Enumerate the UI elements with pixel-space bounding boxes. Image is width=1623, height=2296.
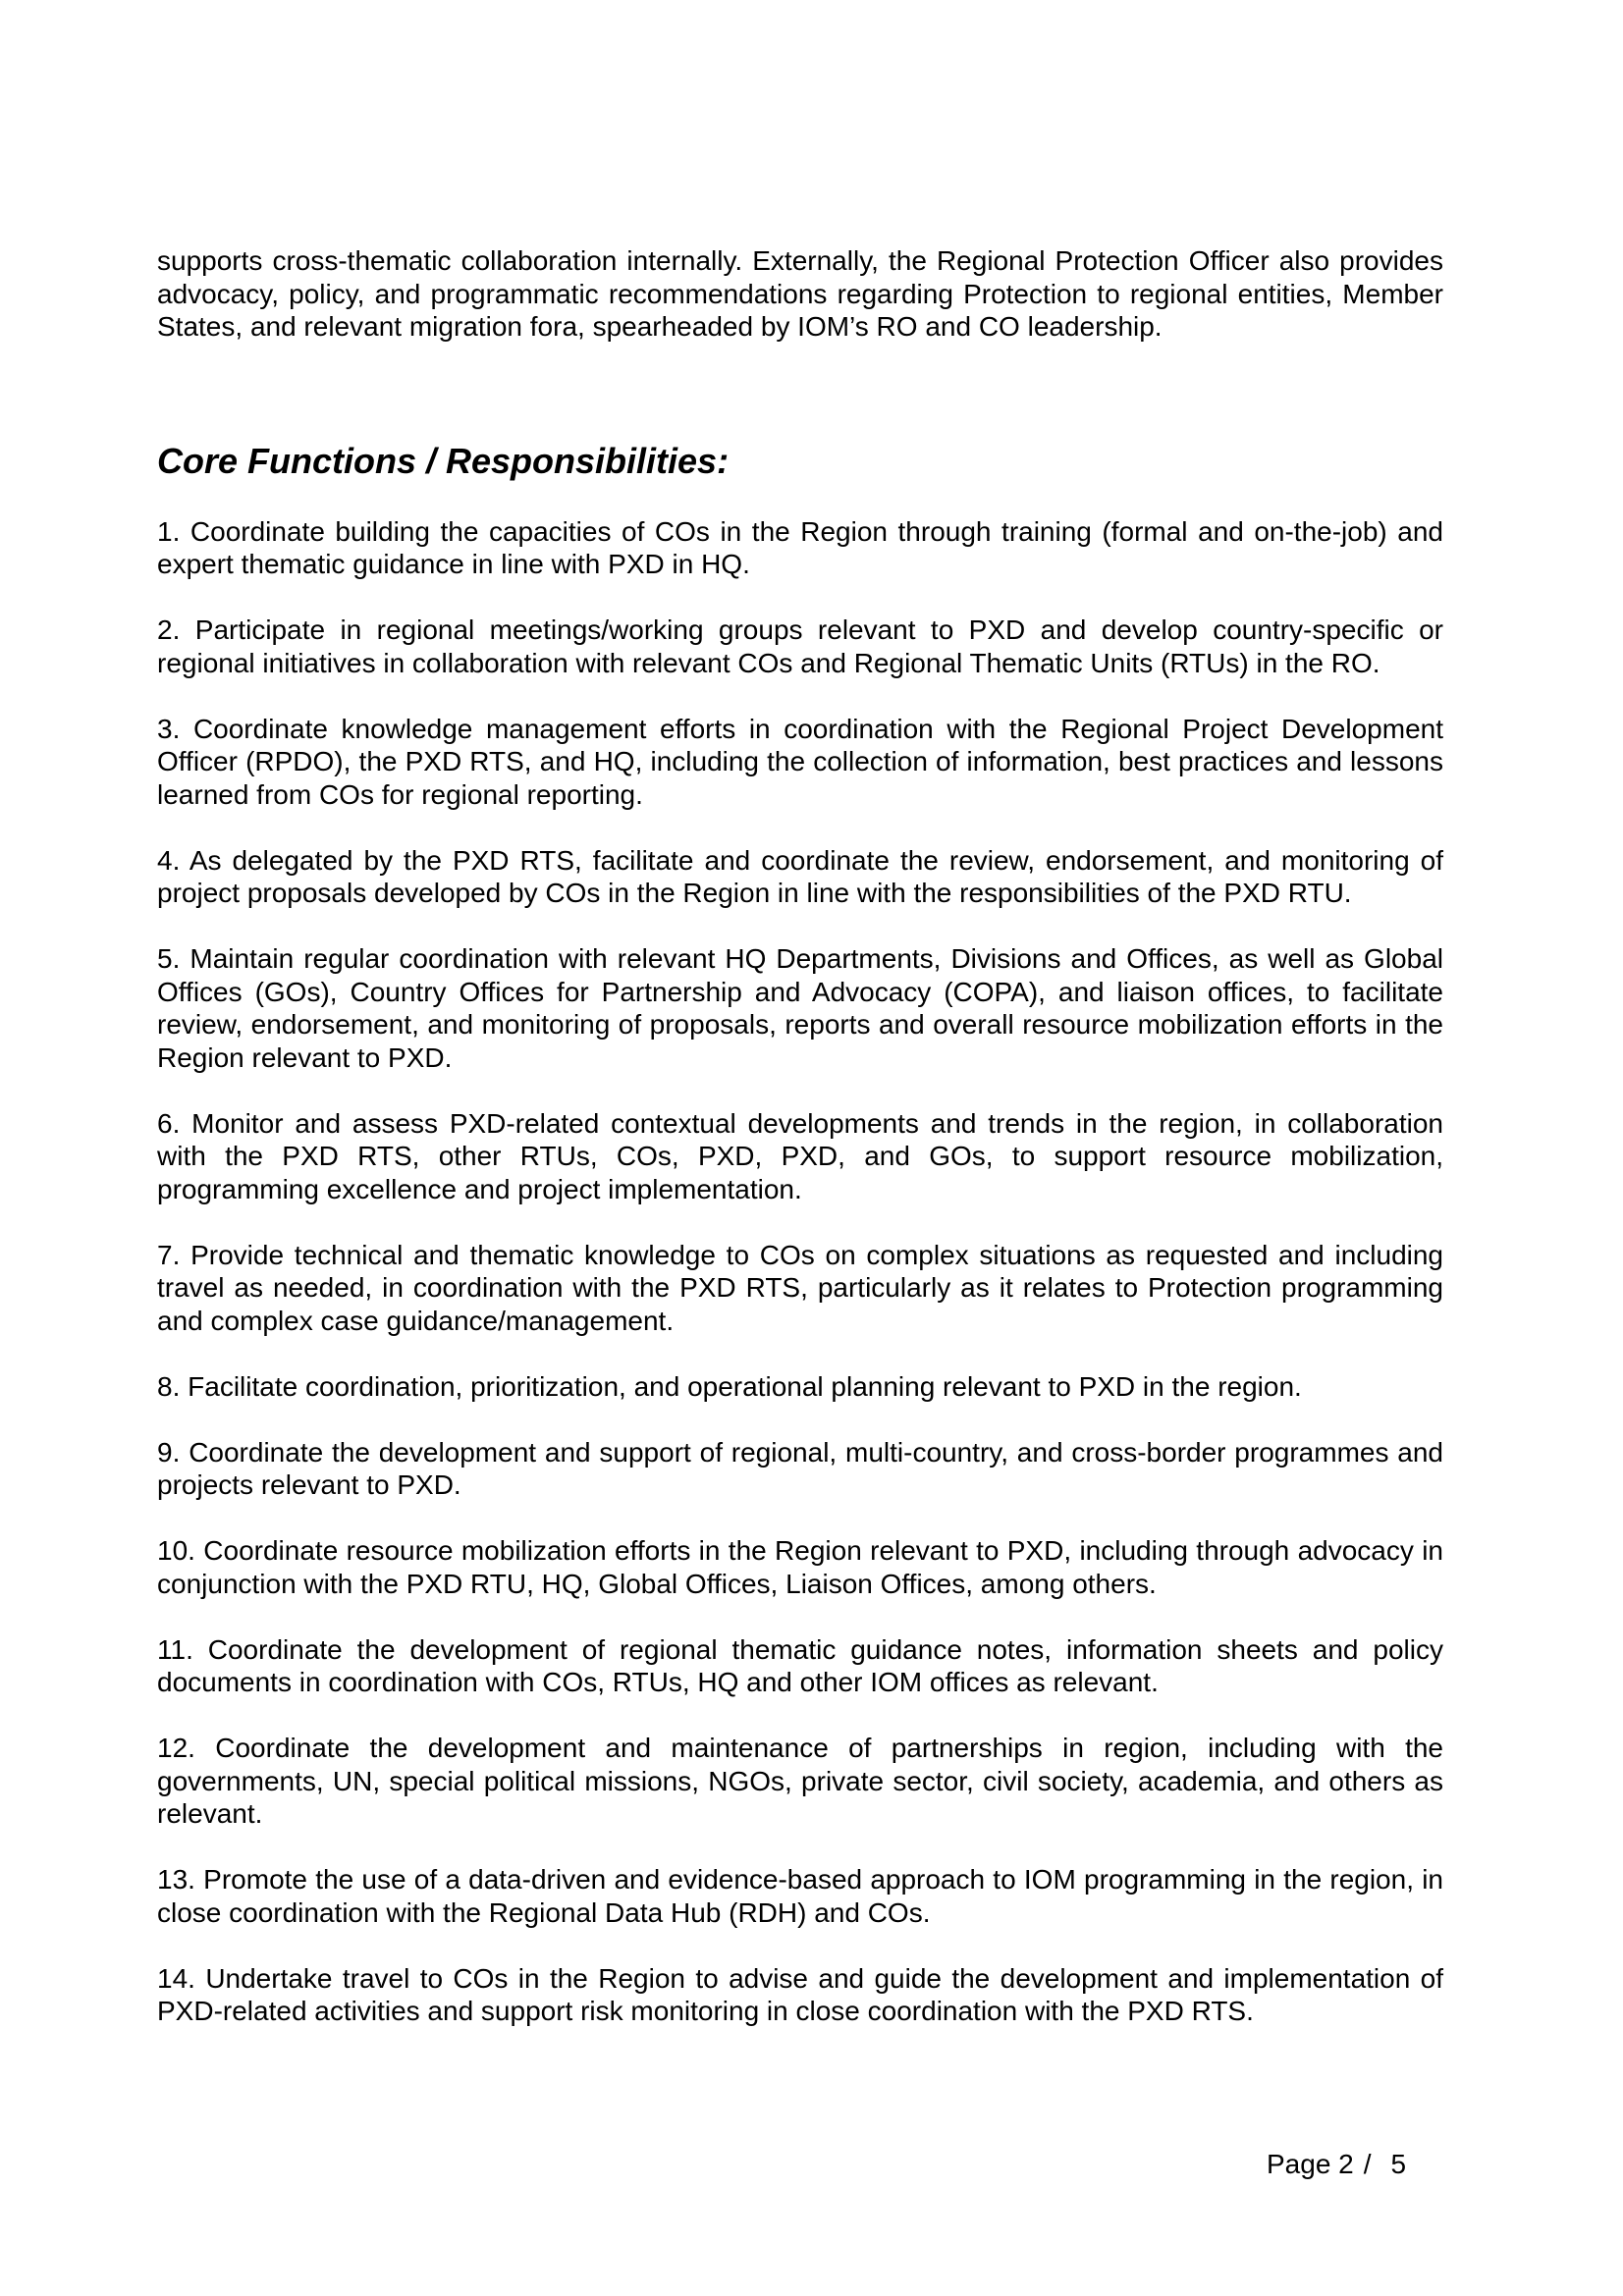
list-item [157, 1962, 1443, 2028]
item-number: 10. [157, 1535, 195, 1566]
page-label: Page 2 [1267, 2149, 1354, 2179]
item-text: Facilitate coordination, prioritization, and operational planning relevant to PXD in the region. [188, 1370, 1302, 1402]
item-text: Coordinate building the capacities of COs in the Region through training (formal and on-the-job) and expert thematic guidance in line with PXD in HQ. [157, 515, 1443, 579]
item-number: 11. [157, 1633, 193, 1665]
item-number: 2. [157, 614, 181, 645]
item-text: Monitor and assess PXD-related contextual developments and trends in the region, in collaboration with the PXD RTS, other RTUs, COs, PXD, PXD, and GOs, to support resource mobilization, programming excellence and project implementation. [157, 1107, 1443, 1204]
list-item [157, 844, 1443, 910]
item-number: 13. [157, 1864, 195, 1895]
list-item [157, 1534, 1443, 1600]
item-text: Promote the use of a data-driven and evidence-based approach to IOM programming in the region, in close coordination with the Regional Data Hub (RDH) and COs. [157, 1864, 1444, 1928]
item-text: Coordinate knowledge management efforts in coordination with the Regional Project Development Officer (RPDO), the PXD RTS, and HQ, including the collection of information, best practices and lessons learned from COs for regional reporting. [157, 713, 1443, 810]
item-text: Provide technical and thematic knowledge to COs on complex situations as requested and including travel as needed, in coordination with the PXD RTS, particularly as it relates to Protection programming and complex case guidance/management. [157, 1239, 1444, 1336]
item-number: 3. [157, 713, 181, 744]
item-text: Coordinate the development of regional thematic guidance notes, information sheets and policy documents in coordination with COs, RTUs, HQ and other IOM offices as relevant. [157, 1633, 1443, 1697]
item-text: Coordinate the development and support of regional, multi-country, and cross-border programmes and projects relevant to PXD. [157, 1436, 1444, 1500]
list-item [157, 1732, 1443, 1831]
item-text: As delegated by the PXD RTS, facilitate and coordinate the review, endorsement, and monitoring of project proposals developed by COs in the Region in line with the responsibilities of the PXD RTU. [157, 844, 1443, 908]
list-item [157, 614, 1443, 679]
section-heading: Core Functions / Responsibilities: [157, 440, 730, 481]
item-number: 5. [157, 943, 181, 974]
page-footer [1267, 2148, 1406, 2180]
item-number: 12. [157, 1733, 195, 1763]
page-content [157, 244, 1443, 2060]
item-number: 7. [157, 1239, 181, 1270]
item-text: Maintain regular coordination with relevant HQ Departments, Divisions and Offices, as well as Global Offices (GOs), Country Offices for Partnership and Advocacy (COPA), and liaison offices, to facilitate review, endorsement, and monitoring of proposals, reports and overall resource mobilization efforts in the Region relevant to PXD. [157, 943, 1443, 1073]
item-number: 4. [157, 844, 181, 876]
item-number: 1. [157, 515, 181, 547]
list-item [157, 1107, 1443, 1206]
item-number: 6. [157, 1107, 181, 1139]
list-item [157, 1239, 1443, 1338]
list-item [157, 1633, 1443, 1699]
page-separator: / [1363, 2149, 1372, 2179]
intro-paragraph: supports cross-thematic collaboration internally. Externally, the Regional Protection Officer also provides advocacy, policy, and programmatic recommendations regarding Protection to regional entities, Member States, and relevant migration fora, spearheaded by IOM’s RO and CO leadership. [157, 245, 1443, 342]
total-pages: 5 [1390, 2149, 1407, 2179]
list-item [157, 1863, 1443, 1929]
list-item [157, 1370, 1443, 1404]
item-text: Undertake travel to COs in the Region to advise and guide the development and implementation of PXD-related activities and support risk monitoring in close coordination with the PXD RTS. [157, 1962, 1444, 2026]
item-text: Coordinate resource mobilization efforts in the Region relevant to PXD, including through advocacy in conjunction with the PXD RTU, HQ, Global Offices, Liaison Offices, among others. [157, 1535, 1444, 1599]
item-number: 9. [157, 1436, 181, 1468]
list-item [157, 515, 1443, 581]
list-item [157, 713, 1443, 812]
responsibilities-list [157, 515, 1443, 2028]
list-item [157, 942, 1443, 1074]
item-number: 8. [157, 1370, 181, 1402]
list-item [157, 1436, 1443, 1502]
item-text: Participate in regional meetings/working groups relevant to PXD and develop country-specific or regional initiatives in collaboration with relevant COs and Regional Thematic Units (RTUs) in the RO. [157, 614, 1444, 678]
item-number: 14. [157, 1962, 195, 1994]
item-text: Coordinate the development and maintenance of partnerships in region, including with the governments, UN, special political missions, NGOs, private sector, civil society, academia, and others as relevant. [157, 1733, 1443, 1829]
